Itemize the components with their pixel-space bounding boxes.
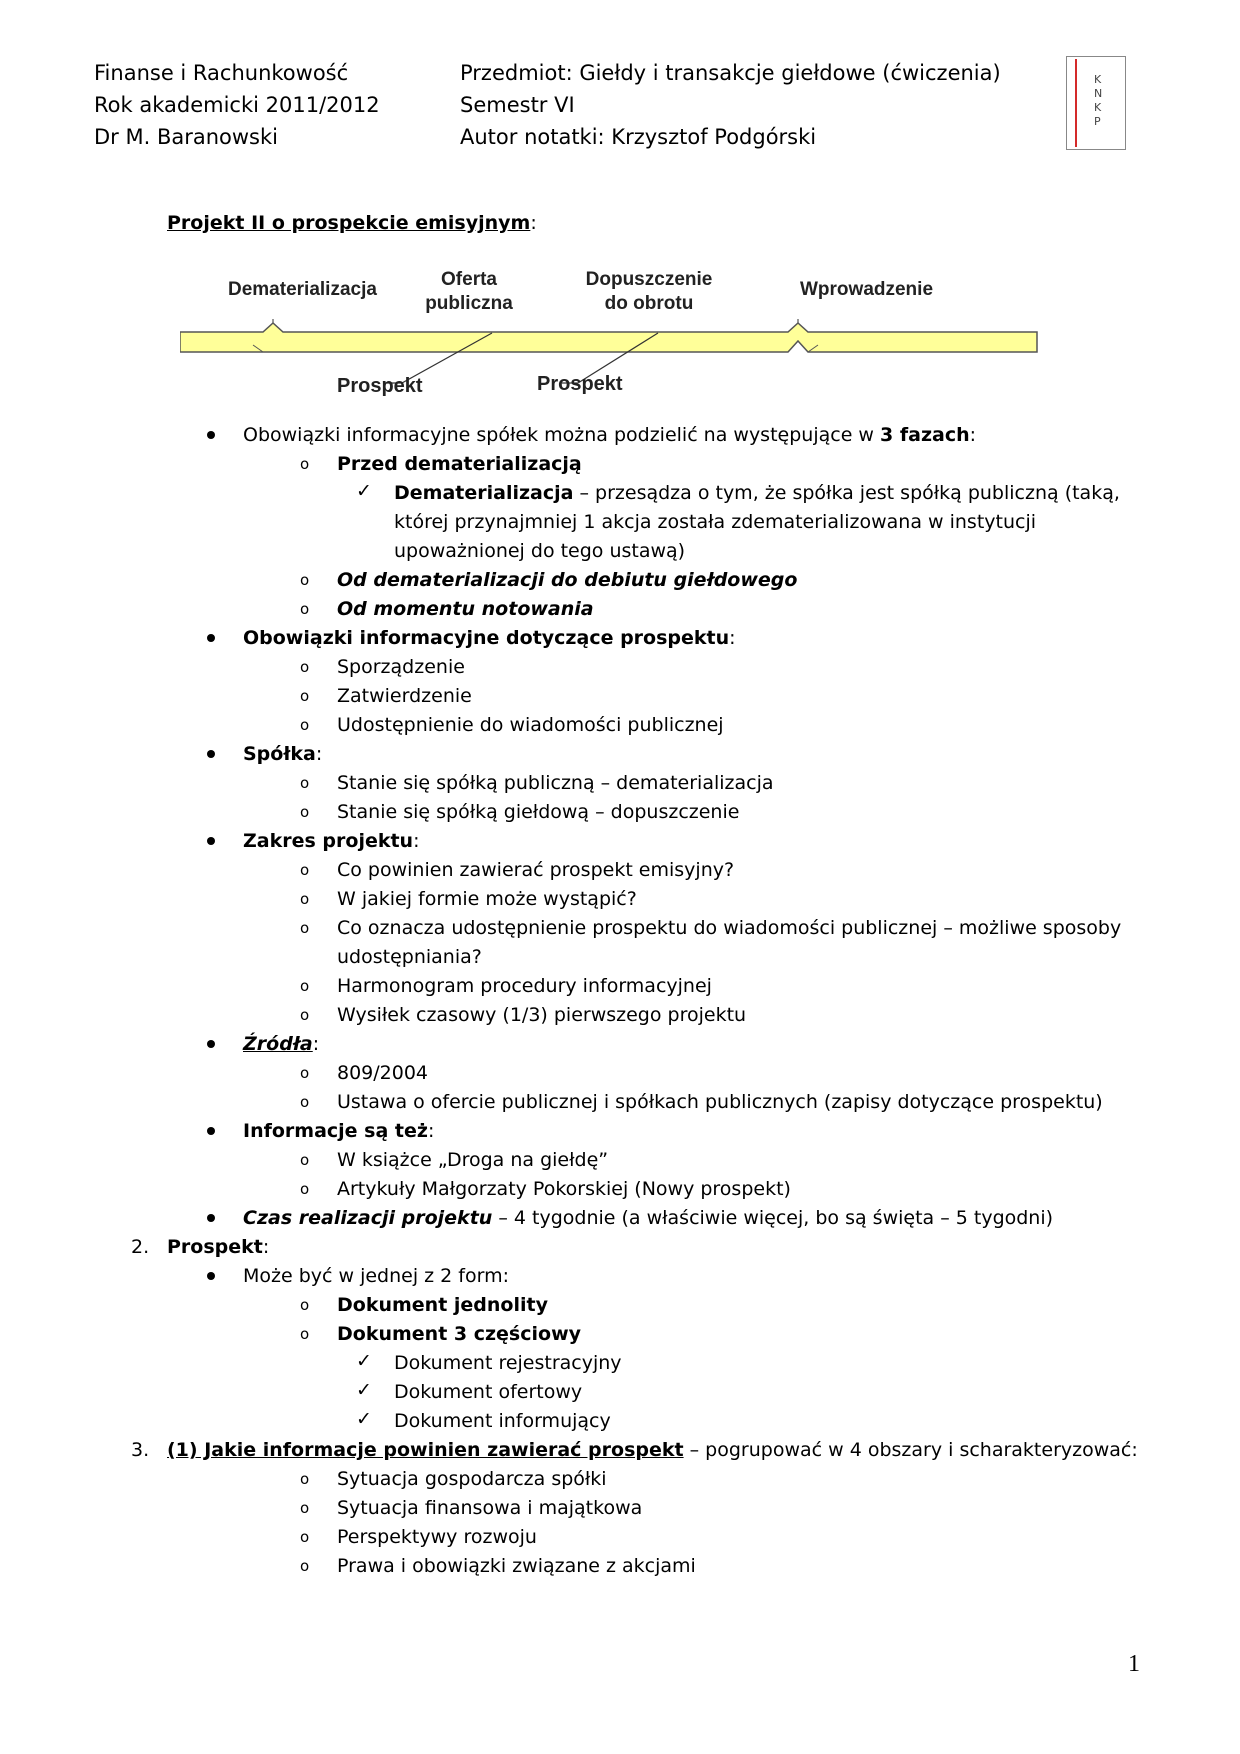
circle-marker: o	[300, 803, 310, 821]
bullet-marker	[207, 837, 215, 845]
check-icon: ✓	[356, 1408, 372, 1430]
knkp-logo	[1066, 56, 1126, 150]
circle-marker: o	[300, 1557, 310, 1575]
header-right	[460, 57, 1001, 153]
b4-item: Co oznacza udostępnienie prospektu do wiadomości publicznej – możliwe sposoby	[337, 917, 1122, 939]
bullet-marker	[207, 1214, 215, 1222]
logo-red-bar	[1075, 59, 1077, 147]
n2-b1: Może być w jednej z 2 form:	[243, 1265, 510, 1287]
timeline-label-introduction: Wprowadzenie	[800, 279, 934, 300]
b2-item: Udostępnienie do wiadomości publicznej	[337, 714, 724, 736]
timeline-callout-prospectus-1: Prospekt	[337, 375, 423, 397]
n2-sub2: Dokument 3 częściowy	[337, 1323, 582, 1345]
b2-item: Sporządzenie	[337, 656, 465, 678]
b1-line: Obowiązki informacyjne spółek można podzielić na występujące w 3 fazach:	[243, 424, 977, 446]
b1-check-line2: której przynajmniej 1 akcja została zdematerializowana w instytucji	[394, 511, 1037, 533]
circle-marker: o	[300, 1093, 310, 1111]
circle-marker: o	[300, 716, 310, 734]
circle-marker: o	[300, 1180, 310, 1198]
n3-item: Prawa i obowiązki związane z akcjami	[337, 1555, 696, 1577]
circle-marker: o	[300, 687, 310, 705]
b5-line: Źródła:	[243, 1033, 320, 1055]
n2-check: Dokument informujący	[394, 1410, 611, 1432]
circle-marker: o	[300, 1499, 310, 1517]
b4-item: W jakiej formie może wystąpić?	[337, 888, 637, 910]
b4-item: Harmonogram procedury informacyjnej	[337, 975, 712, 997]
timeline-label-offer-1: Oferta	[441, 269, 497, 290]
circle-marker: o	[300, 890, 310, 908]
b7-line: Czas realizacji projektu – 4 tygodnie (a właściwie więcej, bo są święta – 5 tygodni)	[243, 1207, 1054, 1229]
b3-item: Stanie się spółką giełdową – dopuszczenie	[337, 801, 740, 823]
b6-item: Artykuły Małgorzaty Pokorskiej (Nowy prospekt)	[337, 1178, 791, 1200]
page-number: 1	[1128, 1651, 1140, 1677]
bullet-marker	[207, 634, 215, 642]
b3-item: Stanie się spółką publiczną – dematerializacja	[337, 772, 774, 794]
n2-number: 2.	[131, 1236, 150, 1258]
b4-item: Wysiłek czasowy (1/3) pierwszego projektu	[337, 1004, 747, 1026]
circle-marker: o	[300, 1064, 310, 1082]
check-icon: ✓	[356, 480, 372, 502]
b5-item: 809/2004	[337, 1062, 429, 1084]
b2-item: Zatwierdzenie	[337, 685, 472, 707]
circle-marker: o	[300, 600, 310, 618]
circle-marker: o	[300, 658, 310, 676]
b2-line: Obowiązki informacyjne dotyczące prospektu:	[243, 627, 736, 649]
b6-item: W książce „Droga na giełdę”	[337, 1149, 609, 1171]
b1-check-line1: Dematerializacja – przesądza o tym, że spółka jest spółką publiczną (taką,	[394, 482, 1120, 504]
timeline-callout-prospectus-2: Prospekt	[537, 373, 623, 395]
lecturer: Dr M. Baranowski	[94, 125, 278, 149]
n2-check: Dokument rejestracyjny	[394, 1352, 622, 1374]
circle-marker: o	[300, 1006, 310, 1024]
faculty-name: Finanse i Rachunkowość	[94, 61, 349, 85]
b1-sub3: Od momentu notowania	[337, 598, 594, 620]
bullet-marker	[207, 750, 215, 758]
circle-marker: o	[300, 1325, 310, 1343]
section-title: Projekt II o prospekcie emisyjnym:	[167, 212, 537, 234]
semester: Semestr VI	[460, 93, 575, 117]
subject: Przedmiot: Giełdy i transakcje giełdowe (ćwiczenia)	[460, 61, 1001, 85]
timeline-label-offer-2: publiczna	[425, 293, 513, 314]
n2-check: Dokument ofertowy	[394, 1381, 583, 1403]
b4-item: Co powinien zawierać prospekt emisyjny?	[337, 859, 735, 881]
b1-check-line3: upoważnionej do tego ustawą)	[394, 540, 686, 562]
timeline-label-admission-1: Dopuszczenie	[585, 269, 713, 290]
circle-marker: o	[300, 571, 310, 589]
section-title-bold: Projekt II o prospekcie emisyjnym	[167, 212, 531, 234]
n3-item: Perspektywy rozwoju	[337, 1526, 537, 1548]
circle-marker: o	[300, 455, 310, 473]
prospectus-timeline-diagram	[180, 255, 1060, 405]
b1-sub1: Przed dematerializacją	[337, 453, 582, 475]
circle-marker: o	[300, 861, 310, 879]
circle-marker: o	[300, 1296, 310, 1314]
circle-marker: o	[300, 919, 310, 937]
timeline-bar	[180, 323, 1037, 352]
b4-item-cont: udostępniania?	[337, 946, 482, 968]
timeline-label-dematerialization: Dematerializacja	[228, 279, 377, 300]
bullet-marker	[207, 431, 215, 439]
circle-marker: o	[300, 1470, 310, 1488]
n3-number: 3.	[131, 1439, 150, 1461]
logo-letters: K N K P	[1094, 73, 1103, 128]
n3-item: Sytuacja gospodarcza spółki	[337, 1468, 607, 1490]
timeline-label-admission-2: do obrotu	[604, 293, 694, 314]
b5-item: Ustawa o ofercie publicznej i spółkach publicznych (zapisy dotyczące prospektu)	[337, 1091, 1103, 1113]
n3-line: (1) Jakie informacje powinien zawierać prospekt – pogrupować w 4 obszary i scharakteryzować:	[167, 1439, 1138, 1461]
b3-line: Spółka:	[243, 743, 323, 765]
header-left	[94, 57, 380, 153]
academic-year: Rok akademicki 2011/2012	[94, 93, 380, 117]
bullet-marker	[207, 1040, 215, 1048]
b6-line: Informacje są też:	[243, 1120, 435, 1142]
note-author: Autor notatki: Krzysztof Podgórski	[460, 125, 817, 149]
b4-line: Zakres projektu:	[243, 830, 420, 852]
circle-marker: o	[300, 977, 310, 995]
circle-marker: o	[300, 1528, 310, 1546]
n2-line: Prospekt:	[167, 1236, 270, 1258]
check-icon: ✓	[356, 1350, 372, 1372]
circle-marker: o	[300, 1151, 310, 1169]
bullet-marker	[207, 1272, 215, 1280]
bullet-marker	[207, 1127, 215, 1135]
n3-item: Sytuacja finansowa i majątkowa	[337, 1497, 643, 1519]
b1-sub2: Od dematerializacji do debiutu giełdowego	[337, 569, 798, 591]
n2-sub1: Dokument jednolity	[337, 1294, 548, 1316]
circle-marker: o	[300, 774, 310, 792]
check-icon: ✓	[356, 1379, 372, 1401]
